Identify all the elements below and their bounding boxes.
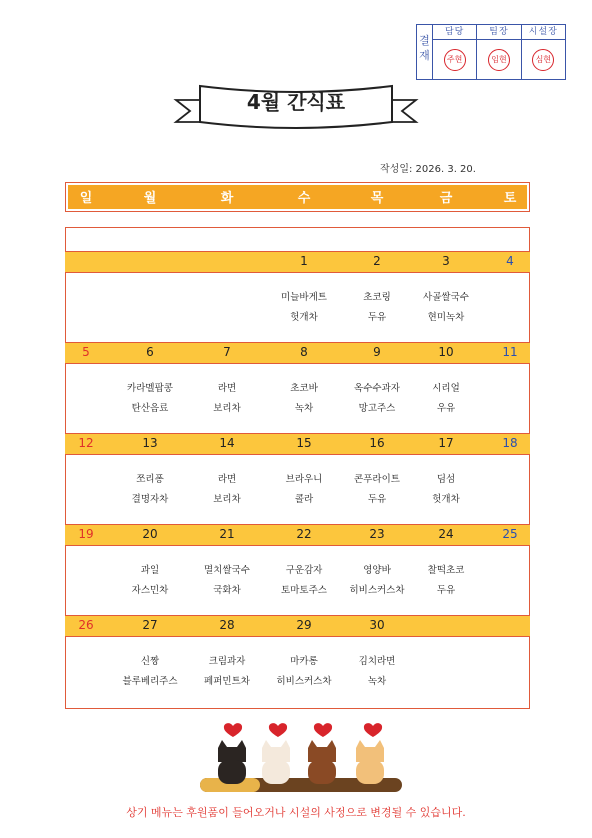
drink-item: 헛개차 (432, 494, 460, 505)
snack-item: 브라우니 (285, 474, 323, 485)
snack-item: 쪼리퐁 (136, 474, 164, 485)
drink-item: 두유 (367, 494, 387, 505)
weekday-label: 목 (370, 191, 384, 206)
day-number: 29 (296, 618, 312, 632)
approval-stamp: 주현 (444, 49, 466, 71)
approval-stamp: 심현 (532, 49, 554, 71)
day-number: 5 (82, 345, 90, 359)
drink-item: 녹차 (294, 403, 314, 414)
week-day-bar (65, 342, 530, 364)
drink-item: 우유 (436, 403, 456, 414)
day-number: 26 (78, 618, 94, 632)
drink-item: 탄산음료 (131, 403, 169, 414)
day-number: 1 (300, 254, 308, 268)
drink-item: 보리차 (213, 403, 241, 414)
day-number: 24 (438, 527, 454, 541)
drink-item: 결명자차 (131, 494, 169, 505)
page-title: 4월 간식표 (246, 90, 346, 114)
day-number: 23 (369, 527, 385, 541)
snack-item: 카라멜팝콩 (127, 383, 173, 394)
weekday-label: 화 (220, 191, 234, 206)
cat-brown-icon (308, 740, 336, 784)
written-date: 작성일: 2026. 3. 20. (380, 164, 476, 175)
day-number: 18 (502, 436, 518, 450)
day-number: 28 (219, 618, 235, 632)
drink-item: 헛개차 (290, 312, 318, 323)
day-number: 16 (369, 436, 385, 450)
day-number: 14 (219, 436, 235, 450)
snack-item: 초코바 (290, 383, 318, 394)
drink-item: 콜라 (294, 494, 314, 505)
day-number: 3 (442, 254, 450, 268)
weekday-label: 토 (503, 191, 517, 206)
drink-item: 히비스커스차 (276, 676, 332, 687)
day-number: 17 (438, 436, 454, 450)
day-number: 12 (78, 436, 94, 450)
drink-item: 녹차 (367, 676, 387, 687)
snack-item: 시리얼 (432, 383, 460, 394)
day-number: 20 (142, 527, 158, 541)
approval-header: 팀장 (477, 25, 520, 40)
snack-item: 라면 (217, 474, 237, 485)
snack-item: 과일 (140, 565, 160, 576)
drink-item: 망고주스 (358, 403, 396, 414)
day-number: 21 (219, 527, 235, 541)
day-number: 22 (296, 527, 312, 541)
day-number: 8 (300, 345, 308, 359)
cat-orange-icon (356, 740, 384, 784)
day-number: 7 (223, 345, 231, 359)
day-number: 15 (296, 436, 312, 450)
day-number: 30 (369, 618, 385, 632)
day-number: 13 (142, 436, 158, 450)
snack-item: 마카롱 (290, 656, 318, 667)
drink-item: 현미녹차 (427, 312, 465, 323)
drink-item: 블루베리주스 (122, 676, 178, 687)
footer-note: 상기 메뉴는 후원품이 들어오거나 시설의 사정으로 변경될 수 있습니다. (126, 806, 466, 819)
snack-item: 사골쌀국수 (423, 292, 469, 303)
drink-item: 자스민차 (131, 585, 169, 596)
snack-item: 옥수수과자 (354, 383, 400, 394)
day-number: 6 (146, 345, 154, 359)
snack-item: 크림과자 (208, 656, 246, 667)
snack-item: 초코링 (363, 292, 391, 303)
day-number: 2 (373, 254, 381, 268)
heart-icon (224, 723, 382, 737)
drink-item: 두유 (367, 312, 387, 323)
drink-item: 두유 (436, 585, 456, 596)
weekday-label: 금 (439, 191, 453, 206)
day-number: 10 (438, 345, 454, 359)
snack-item: 멸치쌀국수 (204, 565, 250, 576)
snack-item: 미늘바게트 (281, 292, 327, 303)
approval-stamp: 임현 (488, 49, 510, 71)
day-number: 25 (502, 527, 518, 541)
drink-item: 보리차 (213, 494, 241, 505)
snack-item: 영양바 (363, 565, 391, 576)
drink-item: 국화차 (213, 585, 241, 596)
day-number: 19 (78, 527, 94, 541)
drink-item: 토마토주스 (281, 585, 327, 596)
approval-header: 시설장 (522, 25, 565, 40)
snack-item: 김치라면 (358, 656, 396, 667)
cat-white-icon (262, 740, 290, 784)
snack-item: 신짱 (140, 656, 160, 667)
approval-side-label: 결재 (417, 25, 433, 79)
approval-header: 담당 (433, 25, 476, 40)
cat-black-icon (218, 740, 246, 784)
weekday-label: 일 (79, 191, 93, 206)
snack-item: 라면 (217, 383, 237, 394)
snack-item: 찰떡초코 (427, 565, 465, 576)
snack-item: 콘푸라이트 (354, 474, 400, 485)
drink-item: 히비스커스차 (349, 585, 405, 596)
day-number: 9 (373, 345, 381, 359)
day-number: 4 (506, 254, 514, 268)
drink-item: 페퍼민트차 (204, 676, 250, 687)
week-day-bar (65, 251, 530, 273)
snack-item: 구운감자 (285, 565, 323, 576)
day-number: 27 (142, 618, 158, 632)
weekday-label: 월 (143, 191, 157, 206)
cats-illustration (196, 706, 406, 800)
snack-item: 딤섬 (436, 474, 456, 485)
weekday-label: 수 (297, 191, 311, 206)
day-number: 11 (502, 345, 518, 359)
